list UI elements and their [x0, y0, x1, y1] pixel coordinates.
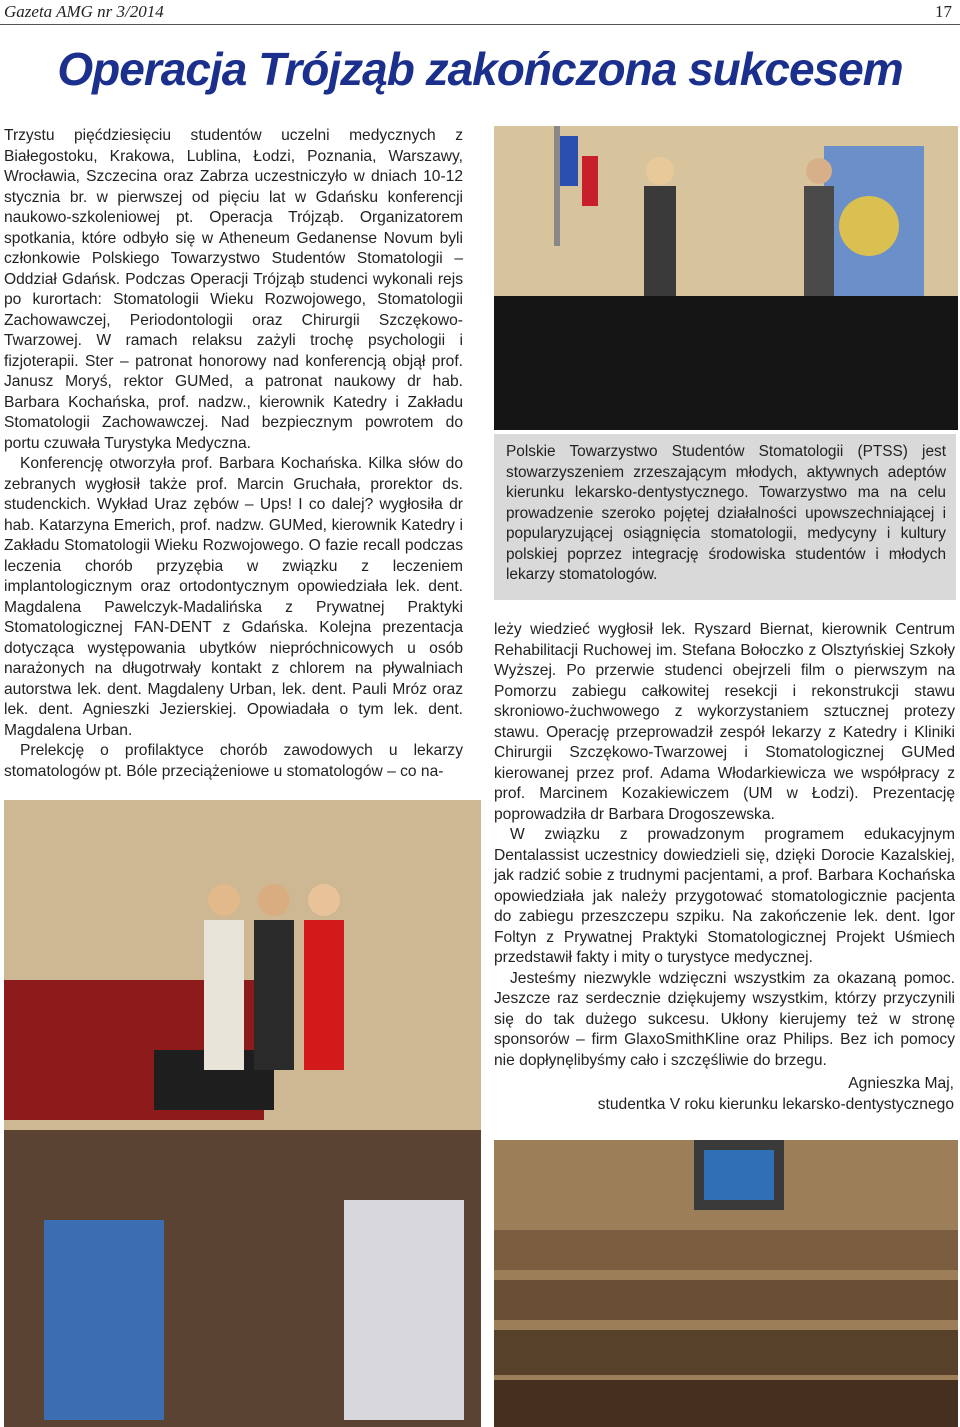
photo-exhibition-stand [4, 800, 481, 1427]
paragraph: Jesteśmy niezwykle wdzięczni wszystkim za okazaną pomoc. Jeszcze raz serdecznie dziękujemy wszystkim, którzy przyczynili się do tak dużego sukcesu. Ukłony kierujemy też w stronę sponsorów – firm GlaxoSmithKline oraz Philips. Bez ich pomocy nie dopłynęlibyśmy cało i szczęśliwie do brzegu. [494, 969, 955, 1069]
author-name: Agnieszka Maj, [848, 1075, 954, 1092]
info-box-text: Polskie Towarzystwo Studentów Stomatologii (PTSS) jest stowarzyszeniem zrzeszającym młodych, aktywnych adeptów kierunku lekarsko-dentystycznego. Towarzystwo ma na celu prowadzenie szeroko pojętej działalności upowszechniającej i popularyzującej osiągnięcia stomatologii, medycyny i kultury polskiej poprzez integrację środowiska studentów i młodych lekarzy stomatologów. [506, 443, 946, 583]
article-title: Operacja Trójząb zakończona sukcesem [57, 43, 903, 95]
page-header [0, 0, 960, 25]
paragraph: leży wiedzieć wygłosił lek. Ryszard Biernat, kierownik Centrum Rehabilitacji Ruchowej im. Stefana Bołoczko z Olsztyńskiej Szkoły Wyższej. Po przerwie studenci obejrzeli film o pierwszym na Pomorzu zabiegu całkowitej resekcji i rekonstrukcji stawu skroniowo-żuchwowego z wykorzystaniem sztucznej protezy stawu. Operację przeprowadził zespół lekarzy z Katedry i Kliniki Chirurgii Szczękowo-Twarzowej i Stomatologicznej GUMed kierowanej przez prof. Adama Włodarkiewicza we współpracy z prof. Marcinem Kozakiewiczem (UM w Łodzi). Prezentację poprowadziła dr Barbara Drogoszewska. [494, 621, 955, 823]
paragraph: Konferencję otworzyła prof. Barbara Kochańska. Kilka słów do zebranych wygłosił także prof. Marcin Gruchała, prorektor ds. studenckich. Wykład Uraz zębów – Ups! I co dalej? wygłosiła dr hab. Katarzyna Emerich, prof. nadzw. GUMed, kierownik Katedry i Zakładu Stomatologii Wieku Rozwojowego. O fazie recall podczas leczenia chorób przyzębia w związku z leczeniem implantologicznym oraz ortodontycznym opowiedziała lek. dent. Magdalena Pawelczyk-Madalińska z Prywatnej Praktyki Stomatologicznej FAN-DENT z Gdańska. Kolejna prezentacja dotycząca występowania ubytków niepróchnicowych u osób narażonych na długotrwały kontakt z chlorem na pływalniach autorstwa lek. dent. Magdaleny Urban, lek. dent. Pauli Mróz oraz lek. dent. Agnieszki Jezierskiej. Opowiadała o tym lek. dent. Magdalena Urban. [4, 455, 463, 739]
photo-lecture-hall [494, 1140, 958, 1427]
ptss-info-box [494, 434, 956, 600]
photo-speakers [494, 126, 958, 430]
photo-lecture-hall-illustration [494, 1140, 958, 1427]
photo-speakers-illustration [494, 126, 958, 430]
author-role: studentka V roku kierunku lekarsko-dentystycznego [597, 1095, 954, 1113]
publication-name: Gazeta AMG nr 3/2014 [4, 2, 164, 21]
left-column [4, 126, 463, 782]
signature [534, 1074, 954, 1115]
paragraph: Prelekcję o profilaktyce chorób zawodowych u lekarzy stomatologów pt. Bóle przeciążeniowe u stomatologów – co na- [4, 742, 463, 780]
right-column [494, 620, 955, 1071]
paragraph: W związku z prowadzonym programem edukacyjnym Dentalassist uczestnicy dowiedzieli się, dzięki Dorocie Kazalskiej, jak radzić sobie z trudnymi pacjentami, a prof. Barbara Kochańska opowiedziała jak należy przygotować stomatologicznie pacjenta do zabiegu przeszczepu szpiku. Na zakończenie lek. dent. Igor Foltyn z Prywatnej Praktyki Stomatologicznej Projekt Uśmiech przedstawił fakty i mity o turystyce medycznej. [494, 826, 955, 966]
photo-exhibition-illustration [4, 800, 481, 1427]
paragraph: Trzystu pięćdziesięciu studentów uczelni medycznych z Białegostoku, Krakowa, Lublina, Łodzi, Poznania, Warszawy, Wrocławia, Szczecina oraz Zabrza uczestniczyło w dniach 10-12 stycznia br. w pierwszej od pięciu lat w Gdańsku konferencji naukowo-szkoleniowej pt. Operacja Trójząb. Organizatorem spotkania, które odbyło się w Atheneum Gedanense Novum byli członkowie Polskiego Towarzystwo Studentów Stomatologii – Oddział Gdańsk. Podczas Operacji Trójząb studenci wykonali rejs po kurortach: Stomatologii Wieku Rozwojowego, Stomatologii Zachowawczej, Periodontologii oraz Chirurgii Szczękowo-Twarzowej. W ramach relaksu zażyli trochę psychologii i fizjoterapii. Ster – patronat honorowy nad konferencją objął prof. Janusz Moryś, rektor GUMed, a patronat naukowy dr hab. Barbara Kochańska, prof. nadzw., kierownik Katedry i Zakładu Stomatologii Zachowawczej. Nad bezpiecznym powrotem do portu czuwała Turystyka Medyczna. [4, 127, 463, 452]
page-number: 17 [935, 2, 952, 21]
